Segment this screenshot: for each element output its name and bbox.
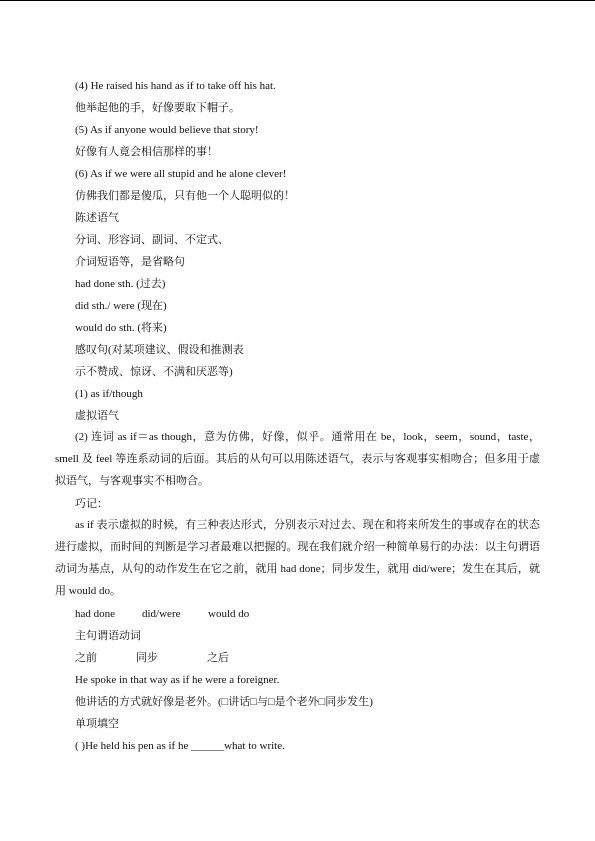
tip-text: as if 表示虚拟的时候，有三种表达形式，分别表示对过去、现在和将来所发生的事或存在的状态进行虚拟，而时间的判断是学习者最难以把握的。现在我们就介绍一种简单易行的办法：以主句谓语动词为基点，从句的动作发生在它之前，就用 had done；同步发生，就用 did/were；发生在其后，就用 would do。 [55,519,540,597]
form-past: had done sth. (过去) [75,278,166,290]
form-did-were: did/were [142,608,181,620]
main-verb-label: 主句谓语动词 [75,630,141,642]
example-4-zh: 他举起他的手，好像要取下帽子。 [75,102,240,114]
form-had-done: had done [75,608,116,620]
indicative-mood-label: 陈述语气 [75,212,119,224]
point-1-title: (1) as if/though [75,388,143,400]
example-6-en: (6) As if we were all stupid and he alone clever! [75,168,287,180]
timing-after: 之后 [207,652,229,664]
point-2-text: (2) 连词 as if＝as though，意为仿佛，好像，似乎。通常用在 be，look，seem，sound，taste，smell 及 feel 等连系动词的后面。其后的从句可以用陈述语气，表示与客观事实相吻合；但多用于虚拟语气，与客观事实不相吻合。 [55,431,540,487]
note-ellipsis: 介词短语等，是省略句 [75,256,185,268]
form-future: would do sth. (将来) [75,322,167,334]
point-2-paragraph [55,426,540,492]
tip-label: 巧记： [75,498,108,510]
example-sentence-en: He spoke in that way as if he were a foreigner. [75,674,280,686]
example-5-zh: 好像有人竟会相信那样的事！ [75,146,218,158]
form-present: did sth./ were (现在) [75,300,167,312]
exclamation-note-1: 感叹句(对某项建议、假设和推测表 [75,344,244,356]
example-4-en: (4) He raised his hand as if to take off his hat. [75,80,276,92]
tip-paragraph [55,514,540,602]
exercise-question: ( )He held his pen as if he ______what to write. [75,740,285,752]
timing-same: 同步 [136,652,158,664]
note-participles: 分词、形容词、副词、不定式、 [75,234,229,246]
exclamation-note-2: 示不赞成、惊讶、不满和厌恶等) [75,366,233,378]
example-5-en: (5) As if anyone would believe that story! [75,124,259,136]
subjunctive-mood-label: 虚拟语气 [75,410,119,422]
example-6-zh: 仿佛我们都是傻瓜，只有他一个人聪明似的！ [75,190,295,202]
timing-before: 之前 [75,652,97,664]
header-rule [0,0,595,1]
exercise-label: 单项填空 [75,718,119,730]
example-sentence-zh: 他讲话的方式就好像是老外。(□讲话□与□是个老外□同步发生) [75,696,373,708]
form-would-do: would do [208,608,250,620]
